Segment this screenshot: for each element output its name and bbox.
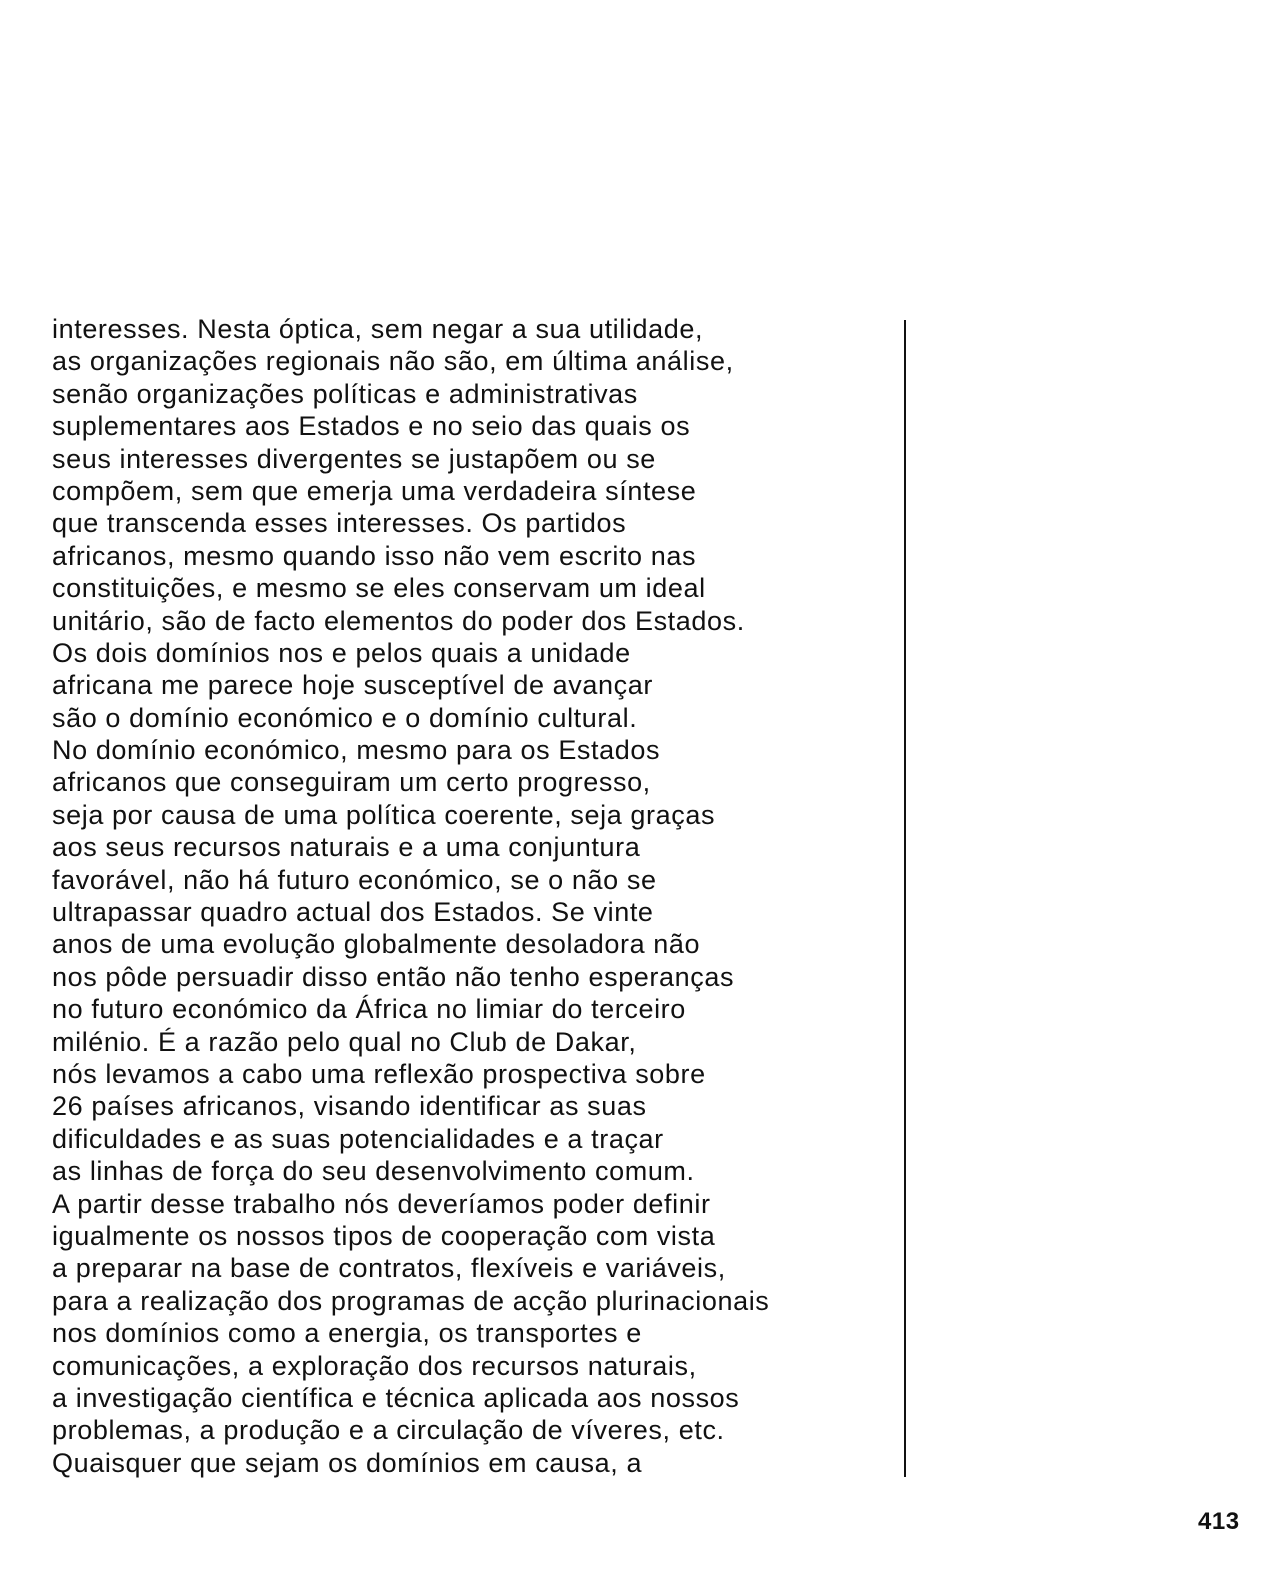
- text-line: constituições, e mesmo se eles conservam um ideal: [52, 573, 706, 604]
- text-line: para a realização dos programas de acção plurinacionais: [52, 1285, 770, 1316]
- text-line: suplementares aos Estados e no seio das quais os: [52, 411, 691, 442]
- text-line: comunicações, a exploração dos recursos naturais,: [52, 1350, 697, 1381]
- text-line: a investigação científica e técnica aplicada aos nossos: [52, 1382, 740, 1413]
- text-line: a preparar na base de contratos, flexíveis e variáveis,: [52, 1253, 726, 1284]
- text-line: no futuro económico da África no limiar do terceiro: [52, 994, 686, 1025]
- text-line: nós levamos a cabo uma reflexão prospectiva sobre: [52, 1058, 706, 1089]
- text-line: favorável, não há futuro económico, se o não se: [52, 864, 657, 895]
- text-line: Os dois domínios nos e pelos quais a unidade: [52, 637, 631, 668]
- text-line: nos pôde persuadir disso então não tenho esperanças: [52, 961, 735, 992]
- text-line: 26 países africanos, visando identificar as suas: [52, 1091, 647, 1122]
- text-line: são o domínio económico e o domínio cultural.: [52, 702, 638, 733]
- text-line: compõem, sem que emerja uma verdadeira síntese: [52, 475, 697, 506]
- text-line: milénio. É a razão pelo qual no Club de Dakar,: [52, 1026, 637, 1057]
- text-line: problemas, a produção e a circulação de víveres, etc.: [52, 1415, 725, 1446]
- text-line: dificuldades e as suas potencialidades e a traçar: [52, 1123, 664, 1154]
- text-line: aos seus recursos naturais e a uma conjuntura: [52, 832, 641, 863]
- text-line: anos de uma evolução globalmente desoladora não: [52, 929, 701, 960]
- text-line: africanos, mesmo quando isso não vem escrito nas: [52, 540, 697, 571]
- text-line: A partir desse trabalho nós deveríamos poder definir: [52, 1188, 711, 1219]
- text-line: que transcenda esses interesses. Os partidos: [52, 508, 627, 539]
- body-text: [52, 313, 902, 1479]
- text-line: seus interesses divergentes se justapõem ou se: [52, 443, 656, 474]
- text-line: interesses. Nesta óptica, sem negar a sua utilidade,: [52, 314, 704, 344]
- text-line: unitário, são de facto elementos do poder dos Estados.: [52, 605, 745, 636]
- text-line: seja por causa de uma política coerente, seja graças: [52, 799, 716, 830]
- text-line: africanos que conseguiram um certo progresso,: [52, 767, 651, 798]
- margin-rule: [904, 320, 906, 1477]
- text-line: as organizações regionais não são, em última análise,: [52, 346, 734, 377]
- text-line: ultrapassar quadro actual dos Estados. Se vinte: [52, 897, 654, 928]
- text-line: africana me parece hoje susceptível de avançar: [52, 670, 653, 701]
- text-line: No domínio económico, mesmo para os Estados: [52, 735, 661, 766]
- text-line: nos domínios como a energia, os transportes e: [52, 1318, 642, 1349]
- text-line: senão organizações políticas e administrativas: [52, 378, 638, 409]
- page-number: 413: [1198, 1508, 1240, 1535]
- text-line: Quaisquer que sejam os domínios em causa, a: [52, 1447, 643, 1478]
- text-line: igualmente os nossos tipos de cooperação com vista: [52, 1220, 716, 1251]
- text-line: as linhas de força do seu desenvolvimento comum.: [52, 1156, 695, 1187]
